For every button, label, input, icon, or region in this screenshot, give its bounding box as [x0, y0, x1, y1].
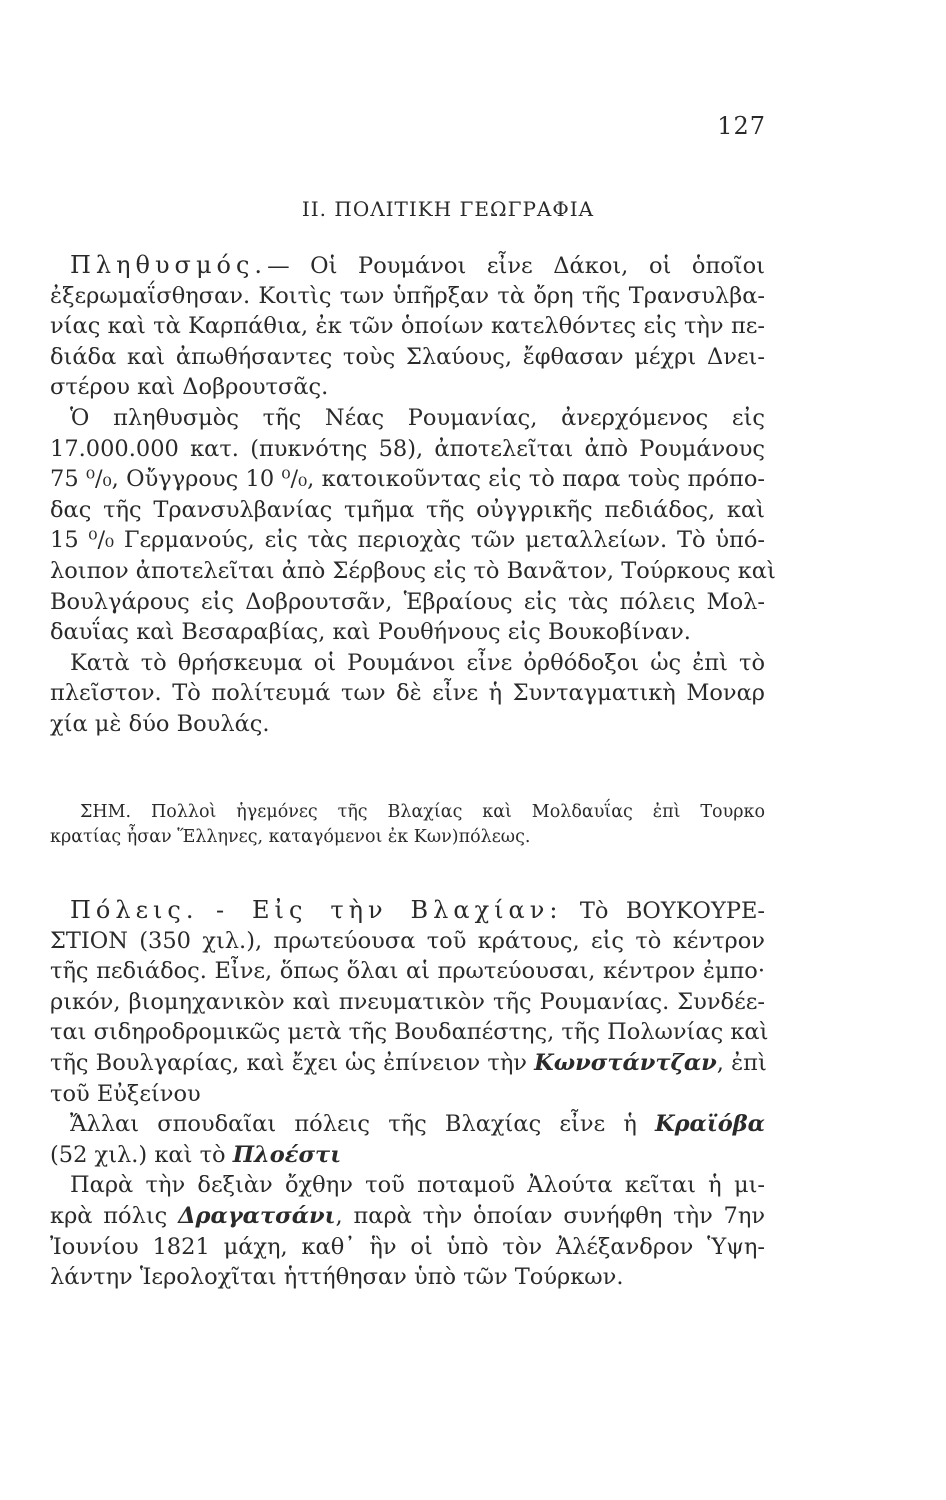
paragraph-line: ρικόν, βιομηχανικὸν καὶ πνευματικὸν τῆς Ρουμανίας. Συνδέε-: [50, 988, 765, 1015]
paragraph-line: νίας καὶ τὰ Καρπάθια, ἐκ τῶν ὁποίων κατελθόντες εἰς τὴν πε-: [50, 313, 765, 340]
paragraph-line: 75 ⁰/₀, Οὔγγρους 10 ⁰/₀, κατοικοῦντας εἰς τὸ παρα τοὺς πρόπο-: [50, 466, 765, 493]
paragraph-line: πλεῖστον. Τὸ πολίτευμά των δὲ εἶνε ἡ Συνταγματικὴ Μοναρ: [50, 680, 765, 707]
city-name: Δραγατσάνι: [178, 1202, 336, 1229]
paragraph-line: Πληθυσμός.— Οἱ Ρουμάνοι εἶνε Δάκοι, οἱ ὁποῖοι: [70, 251, 765, 279]
paragraph-line: λάντην Ἱερολοχῖται ἡττήθησαν ὑπὸ τῶν Τούρκων.: [50, 1264, 624, 1291]
paragraph-line: τῆς πεδιάδος. Εἶνε, ὅπως ὅλαι αἱ πρωτεύουσαι, κέντρον ἐμπο·: [50, 958, 765, 985]
paragraph-line: 15 ⁰/₀ Γερμανούς, εἰς τὰς περιοχὰς τῶν μεταλλείων. Τὸ ὑπό-: [50, 527, 765, 554]
paragraph-line: λοιπον ἀποτελεῖται ἀπὸ Σέρβους εἰς τὸ Βανᾶτον, Τούρκους καὶ: [50, 557, 776, 584]
paragraph-line: χία μὲ δύο Βουλάς.: [50, 710, 270, 737]
city-name: Πλοέστι: [232, 1141, 342, 1168]
paragraph-line: Ἄλλαι σπουδαῖαι πόλεις τῆς Βλαχίας εἶνε ἡ Κραϊόβα: [70, 1111, 765, 1138]
paragraph-line: Πόλεις. - Εἰς τὴν Βλαχίαν: Τὸ ΒΟΥΚΟΥΡΕ-: [70, 896, 765, 924]
city-name: Κωνστάντζαν: [534, 1049, 717, 1076]
paragraph-line: στέρου καὶ Δοβρουτσᾶς.: [50, 374, 329, 401]
paragraph-line: ΣΤΙΟΝ (350 χιλ.), πρωτεύουσα τοῦ κράτους, εἰς τὸ κέντρον: [50, 927, 765, 954]
footnote-line: κρατίας ἦσαν Ἕλληνες, καταγόμενοι ἐκ Κων)πόλεως.: [50, 827, 531, 847]
footnote: [50, 800, 765, 850]
section-population: [50, 250, 776, 740]
paragraph-line: Κατὰ τὸ θρήσκευμα οἱ Ρουμάνοι εἶνε ὀρθόδοξοι ὡς ἐπὶ τὸ: [70, 649, 765, 676]
footnote-line: ΣΗΜ. Πολλοὶ ἡγεμόνες τῆς Βλαχίας καὶ Μολδαυΐας ἐπὶ Τουρκο: [80, 802, 765, 822]
paragraph-line: ται σιδηροδρομικῶς μετὰ τῆς Βουδαπέστης, τῆς Πολωνίας καὶ: [50, 1019, 769, 1046]
city-name: Κραϊόβα: [655, 1111, 765, 1138]
paragraph-line: Ὁ πληθυσμὸς τῆς Νέας Ρουμανίας, ἀνερχόμενος εἰς: [70, 404, 765, 431]
paragraph-line: Βουλγάρους εἰς Δοβρουτσᾶν, Ἑβραίους εἰς τὰς πόλεις Μολ-: [50, 588, 765, 615]
paragraph-line: κρὰ πόλις Δραγατσάνι, παρὰ τὴν ὁποίαν συνήφθη τὴν 7ην: [50, 1202, 766, 1229]
paragraph-line: τῆς Βουλγαρίας, καὶ ἔχει ὡς ἐπίνειον τὴν Κωνστάντζαν, ἐπὶ: [50, 1049, 767, 1076]
section-title: Πόλεις.: [70, 896, 199, 924]
chapter-heading: ΙΙ. ΠΟΛΙΤΙΚΗ ΓΕΩΓΡΑΦΙΑ: [301, 197, 595, 221]
paragraph-line: Ἰουνίου 1821 μάχη, καθ᾽ ἣν οἱ ὑπὸ τὸν Ἀλέξανδρον Ὑψη-: [50, 1233, 765, 1260]
paragraph-line: (52 χιλ.) καὶ τὸ Πλοέστι: [50, 1141, 342, 1168]
section-cities: [50, 895, 769, 1293]
paragraph-line: δας τῆς Τρανσυλβανίας τμῆμα τῆς οὐγγρικῆς πεδιάδος, καὶ: [50, 496, 765, 523]
paragraph-line: 17.000.000 κατ. (πυκνότης 58), ἀποτελεῖται ἀπὸ Ρουμάνους: [50, 435, 765, 462]
paragraph-line: διάδα καὶ ἀπωθήσαντες τοὺς Σλαύους, ἔφθασαν μέχρι Δνει-: [50, 343, 765, 370]
section-title: Πληθυσμός.: [70, 251, 268, 279]
paragraph-line: ἐξερωμαΐσθησαν. Κοιτὶς των ὑπῆρξαν τὰ ὄρη τῆς Τρανσυλβα-: [50, 282, 765, 309]
paragraph-line: δαυΐας καὶ Βεσαραβίας, καὶ Ρουθήνους εἰς Βουκοβίναν.: [50, 619, 691, 646]
section-subtitle: - Εἰς τὴν Βλαχίαν:: [215, 896, 563, 924]
paragraph-line: Παρὰ τὴν δεξιὰν ὄχθην τοῦ ποταμοῦ Ἀλούτα κεῖται ἡ μι-: [70, 1172, 765, 1199]
page-number: 127: [717, 112, 766, 140]
paragraph-line: τοῦ Εὐξείνου: [50, 1080, 201, 1107]
